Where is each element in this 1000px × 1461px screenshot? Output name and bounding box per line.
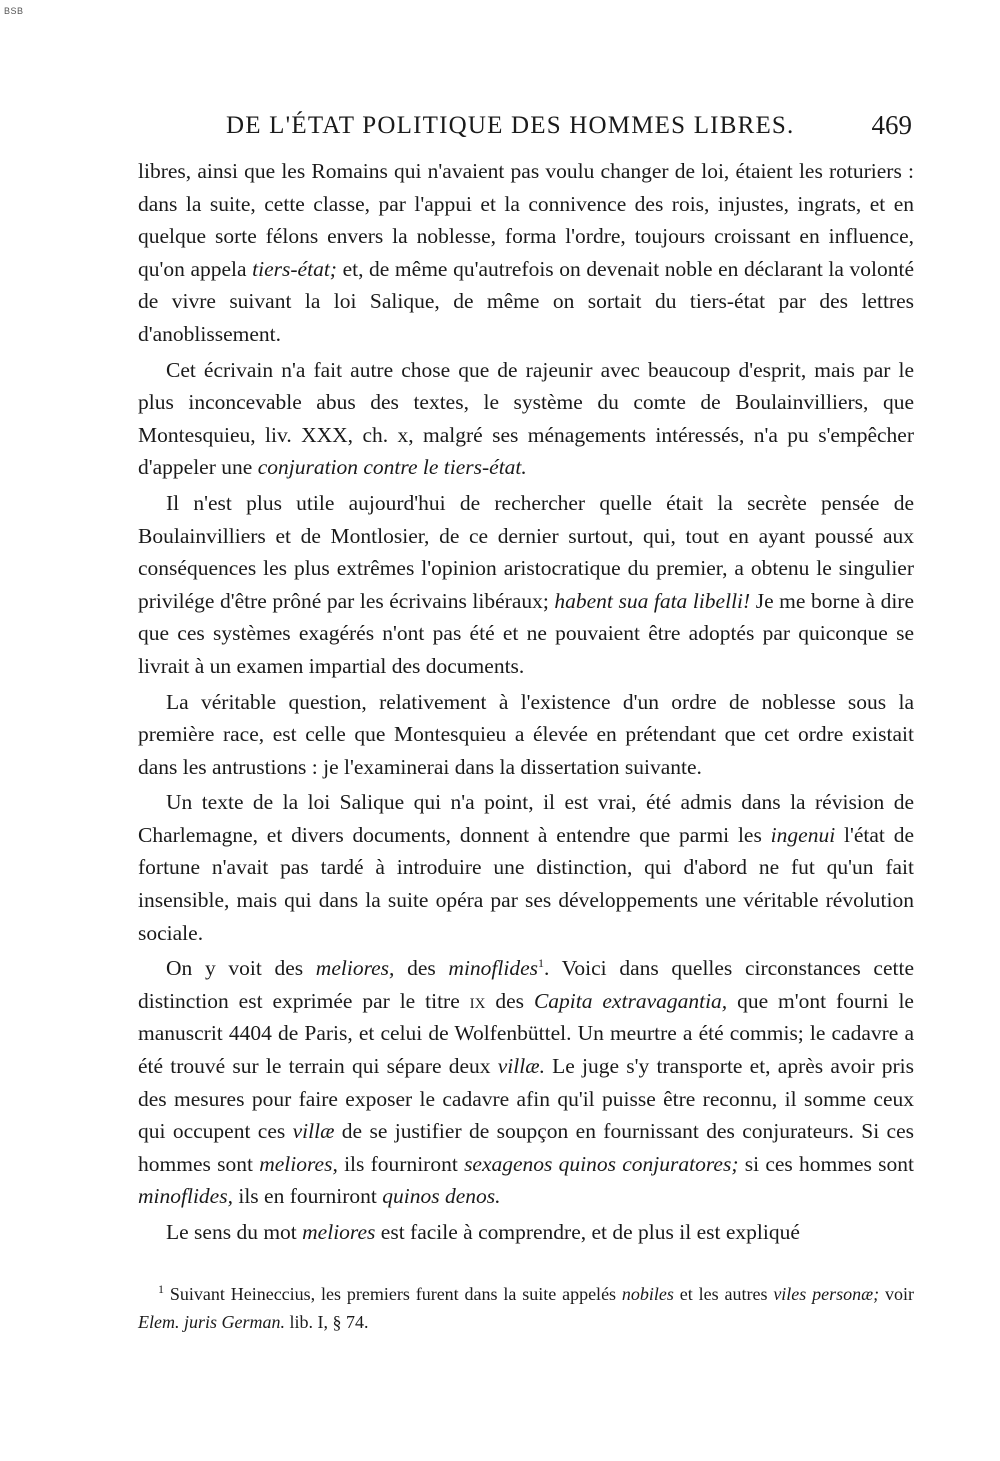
text-run: On y voit des	[166, 956, 316, 981]
text-run: et les autres	[673, 1284, 774, 1304]
italic-run: conjuration contre le tiers-état.	[257, 455, 527, 480]
text-run: . Voici dans quelles circonstances cette distinction est exprimée par le titre	[138, 956, 915, 1013]
italic-run: meliores,	[315, 956, 395, 981]
footnote	[138, 1280, 914, 1336]
italic-run: tiers-état;	[252, 256, 337, 281]
text-run: des	[485, 988, 534, 1013]
text-run: Un texte de la loi Salique qui n'a point, il est vrai, été admis dans la révision de Charlemagne, et divers documents, donnent à entendre que parmi les	[138, 790, 914, 847]
text-run: lib. I, § 74.	[285, 1312, 369, 1332]
footnotes	[138, 1280, 914, 1336]
paragraph	[138, 354, 914, 484]
paragraph	[138, 786, 914, 949]
italic-run: Capita extravagantia,	[533, 988, 728, 1013]
text-run: libres, ainsi que les Romains qui n'avaient pas voulu changer de loi, étaient les roturiers : dans la suite, cette classe, par l'appui et la connivence des rois, injustes, ingrats, et en quelque sorte félons envers la noblesse, forma l'ordre, toujours croissant en influence, qu'on appela	[138, 159, 914, 281]
text-run: Cet écrivain n'a fait autre chose que de rajeunir avec beaucoup d'esprit, mais par le plus inconcevable abus des textes, le système du comte de Boulainvilliers, que Montesquieu, liv. XXX, ch. x, malgré ses ménagements intéressés, n'a pu s'empêcher d'appeler une	[138, 357, 914, 480]
running-title: DE L'ÉTAT POLITIQUE DES HOMMES LIBRES.	[226, 112, 795, 139]
text-run: que m'ont fourni le manuscrit 4404 de Paris, et celui de Wolfenbüttel. Un meurtre a été commis; le cadavre a été trouvé sur le terrain qui sépare deux	[138, 988, 914, 1079]
italic-run: meliores	[302, 1220, 376, 1244]
italic-run: villæ.	[497, 1054, 545, 1079]
italic-run: viles personæ;	[773, 1284, 880, 1304]
text-run: Il n'est plus utile aujourd'hui de rechercher quelle était la secrète pensée de Boulainvilliers et de Montlosier, de ce dernier surtout, qui, tout en ayant poussé aux conséquences les plus extrêmes l'opinion aristocratique du premier, a obtenu le singulier privilége d'être prôné par les écrivains libéraux;	[138, 490, 914, 613]
italic-run: minoflides	[448, 956, 539, 981]
text-run: Je me borne à dire que ces systèmes exagérés n'ont pas été et ne pouvaient être adoptés par quiconque se livrait à un examen impartial des documents.	[138, 588, 915, 678]
italic-run: nobiles	[621, 1284, 674, 1304]
text-run: si ces hommes sont	[738, 1151, 914, 1176]
text-run: de se justifier de soupçon en fournissant des conjurateurs. Si ces hommes sont	[138, 1119, 914, 1176]
text-run: Le juge s'y transporte et, après avoir pris des mesures pour faire exposer le cadavre afin qu'il puisse être reconnu, il somme ceux qui occupent ces	[138, 1054, 914, 1144]
paragraph	[138, 1216, 914, 1249]
text-run: Le sens du mot	[166, 1220, 303, 1244]
body-text	[138, 155, 914, 1252]
page-header	[226, 108, 912, 148]
italic-run: Elem. juris German.	[138, 1312, 285, 1332]
text-run: ils en fourniront	[232, 1184, 383, 1209]
text-run: des	[394, 956, 449, 981]
text-run: ils fourniront	[337, 1151, 465, 1176]
footnote-marker: 1	[158, 1282, 164, 1296]
italic-run: meliores,	[259, 1151, 338, 1176]
paragraph	[138, 487, 914, 683]
text-run: La véritable question, relativement à l'existence d'un ordre de noblesse sous la première race, est celle que Montesquieu a élevée en prétendant que cet ordre existait dans les antrustions : je l'examinerai dans la dissertation suivante.	[138, 689, 914, 779]
text-run: l'état de fortune n'avait pas tardé à introduire une distinction, qui d'abord ne fut qu'un fait insensible, mais qui dans la suite opéra par ses développements une véritable révolution sociale.	[138, 822, 914, 945]
footnote-marker: 1	[538, 956, 545, 971]
italic-run: habent sua fata libelli!	[554, 588, 751, 613]
page-number: 469	[871, 110, 912, 140]
text-run: et, de même qu'autrefois on devenait noble en déclarant la volonté de vivre suivant la loi Salique, de même on sortait du tiers-état par des lettres d'anoblissement.	[138, 256, 914, 346]
text-run: Suivant Heineccius, les premiers furent dans la suite appelés	[164, 1284, 622, 1304]
italic-run: quinos denos.	[382, 1184, 501, 1209]
italic-run: ingenui	[770, 822, 836, 847]
text-run: est facile à comprendre, et de plus il est expliqué	[375, 1220, 800, 1244]
library-stamp: BSB	[4, 6, 24, 16]
paragraph	[138, 952, 914, 1213]
paragraph	[138, 686, 914, 784]
text-run: voir	[879, 1284, 915, 1304]
italic-run: villæ	[292, 1119, 335, 1144]
paragraph	[138, 155, 914, 351]
small-caps-run: ix	[469, 988, 486, 1013]
italic-run: minoflides,	[138, 1184, 233, 1209]
italic-run: sexagenos quinos conjuratores;	[464, 1151, 739, 1176]
